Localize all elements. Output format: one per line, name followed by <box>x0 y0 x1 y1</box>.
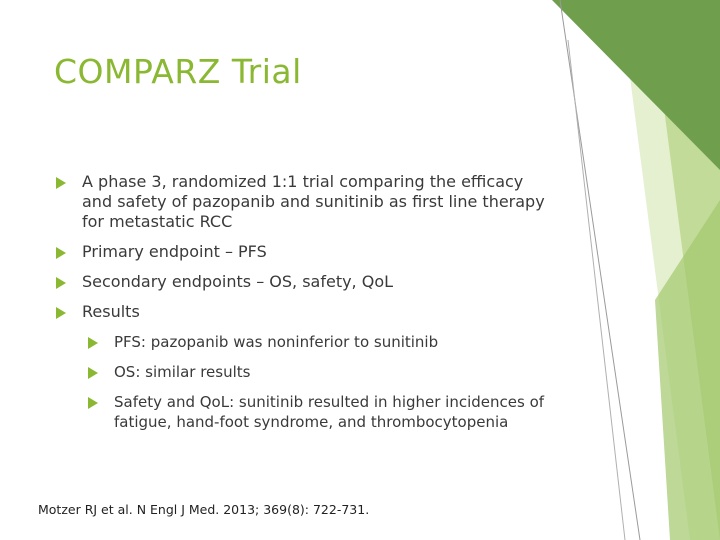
triangle-right-icon <box>56 277 66 289</box>
sub-bullet-item <box>86 362 554 382</box>
bullet-list <box>54 172 554 442</box>
triangle-right-icon <box>88 337 98 349</box>
citation: Motzer RJ et al. N Engl J Med. 2013; 369(8): 722-731. <box>38 502 370 517</box>
sub-bullet-item <box>86 332 554 352</box>
bullet-text: A phase 3, randomized 1:1 trial comparing the efficacy and safety of pazopanib and sunitinib as first line therapy for metastatic RCC <box>82 172 545 231</box>
deco-line-2 <box>568 40 625 540</box>
triangle-right-icon <box>88 367 98 379</box>
sub-bullet-item <box>86 392 554 432</box>
sub-bullet-text: OS: similar results <box>114 363 251 381</box>
bullet-item <box>54 242 554 262</box>
sub-bullet-text: Safety and QoL: sunitinib resulted in higher incidences of fatigue, hand-foot syndrome, and thrombocytopenia <box>114 393 545 431</box>
sub-bullet-text: PFS: pazopanib was noninferior to sunitinib <box>114 333 439 351</box>
bullet-text: Primary endpoint – PFS <box>82 242 267 261</box>
bullet-item <box>54 172 554 232</box>
bullet-text: Secondary endpoints – OS, safety, QoL <box>82 272 394 291</box>
deco-line-1 <box>560 0 640 540</box>
triangle-right-icon <box>56 177 66 189</box>
slide-title: COMPARZ Trial <box>54 52 302 91</box>
bullet-text: Results <box>82 302 140 321</box>
bullet-item <box>54 272 554 292</box>
triangle-right-icon <box>56 247 66 259</box>
triangle-right-icon <box>56 307 66 319</box>
bullet-item <box>54 302 554 322</box>
triangle-right-icon <box>88 397 98 409</box>
